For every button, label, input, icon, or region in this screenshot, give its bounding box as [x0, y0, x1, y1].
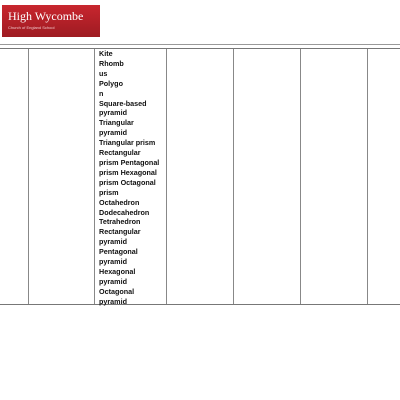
- shape-list-item: Pentagonal: [99, 247, 138, 257]
- shape-list-item: Octahedron: [99, 197, 140, 207]
- shape-list-item: n: [99, 88, 104, 98]
- table-column-divider: [94, 49, 95, 304]
- shape-list-item: Rectangular: [99, 148, 141, 158]
- shape-list: [99, 49, 165, 307]
- shape-list-item: prism: [99, 187, 119, 197]
- shape-list-item: pyramid: [99, 128, 127, 138]
- shape-list-item: prism Pentagonal: [99, 157, 160, 167]
- shape-list-item: prism Octagonal: [99, 177, 156, 187]
- table-column-divider: [300, 49, 301, 304]
- shape-list-item: Dodecahedron: [99, 207, 150, 217]
- table-column-divider: [367, 49, 368, 304]
- shape-list-item: Triangular: [99, 118, 134, 128]
- shape-list-item: Square-based: [99, 98, 147, 108]
- shape-list-item: Kite: [99, 49, 113, 58]
- table-column-divider: [166, 49, 167, 304]
- shape-list-item: Rectangular: [99, 227, 141, 237]
- shape-list-item: pyramid: [99, 108, 127, 118]
- shape-list-item: pyramid: [99, 257, 127, 267]
- shape-list-item: pyramid: [99, 237, 127, 247]
- shape-list-item: Tetrahedron: [99, 217, 141, 227]
- shape-list-item: prism Hexagonal: [99, 167, 157, 177]
- logo-title: High Wycombe: [8, 9, 84, 23]
- shape-list-item: Hexagonal: [99, 266, 136, 276]
- shape-list-item: pyramid: [99, 296, 127, 306]
- shape-list-item: Octagonal: [99, 286, 135, 296]
- logo-subtitle: Church of England School: [8, 25, 55, 30]
- table-column-divider: [28, 49, 29, 304]
- table-column-divider: [233, 49, 234, 304]
- shape-list-item: Triangular prism: [99, 138, 156, 148]
- header-divider: [0, 44, 400, 45]
- shape-list-item: us: [99, 68, 108, 78]
- shape-list-item: pyramid: [99, 276, 127, 286]
- shape-list-item: Polygo: [99, 78, 123, 88]
- shape-list-item: Rhomb: [99, 58, 124, 68]
- table-cell-shape-vocabulary: [99, 49, 165, 307]
- document-table: [0, 48, 400, 305]
- school-logo: [2, 5, 100, 37]
